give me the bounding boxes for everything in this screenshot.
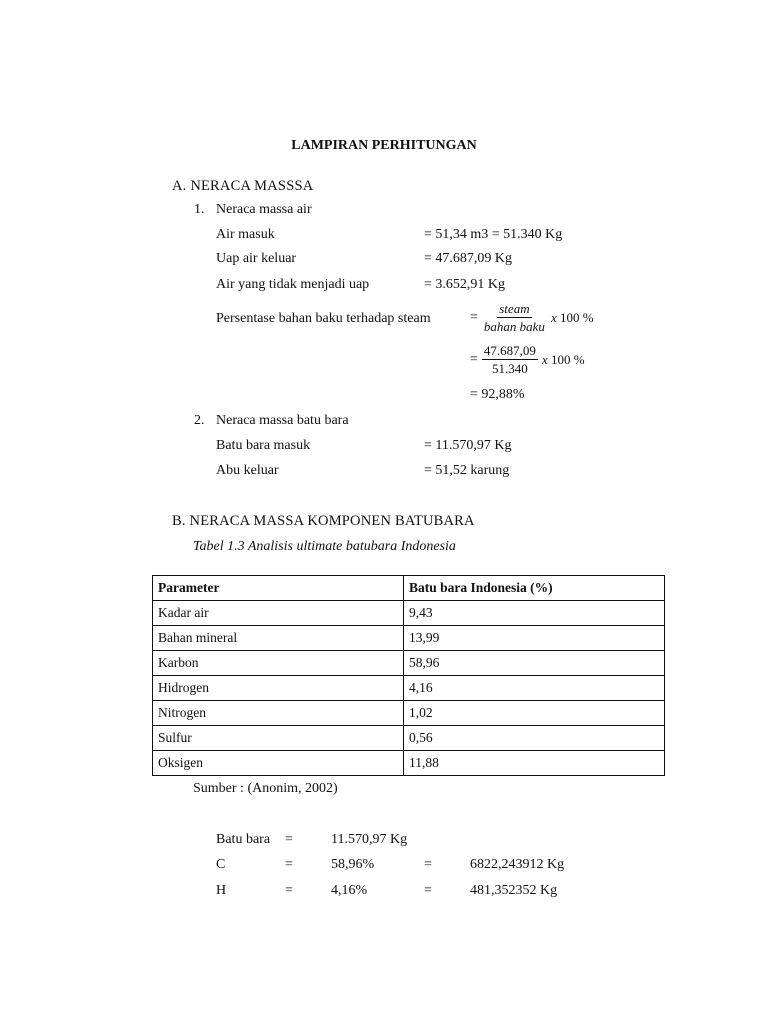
ultimate-analysis-table [152, 575, 665, 776]
uap-air-keluar-label: Uap air keluar [216, 251, 297, 266]
fraction-numerator: steam [499, 301, 530, 316]
calc-equals: = [424, 857, 432, 872]
calc-equals: = [285, 883, 293, 898]
item-2-number: 2. [194, 413, 205, 428]
cell-value: 58,96 [404, 651, 665, 676]
table-source: Sumber : (Anonim, 2002) [193, 781, 338, 796]
fraction-denominator: 51.340 [492, 361, 528, 376]
air-tidak-uap-value: = 3.652,91 Kg [424, 277, 506, 292]
page-title: LAMPIRAN PERHITUNGAN [291, 138, 477, 153]
calc-equals: = [285, 857, 293, 872]
uap-air-keluar-value: = 47.687,09 Kg [424, 251, 513, 266]
times-sign: x [550, 309, 557, 325]
cell-parameter: Sulfur [153, 726, 404, 751]
calc-percent: 4,16% [331, 883, 368, 898]
formula-steam [470, 301, 594, 334]
formula-2-multiplier [542, 352, 585, 368]
cell-parameter: Oksigen [153, 751, 404, 776]
calc-result: 6822,243912 Kg [470, 857, 565, 872]
header-parameter: Parameter [153, 576, 404, 601]
hundred-percent: 100 % [550, 351, 585, 367]
times-sign: x [541, 351, 548, 367]
item-1-number: 1. [194, 202, 205, 217]
air-masuk-value: = 51,34 m3 = 51.340 Kg [424, 227, 563, 242]
formula-2-equals: = [470, 351, 478, 367]
cell-value: 9,43 [404, 601, 665, 626]
table-row [153, 751, 665, 776]
table-header-row [153, 576, 665, 601]
fraction-steam-over-bahan-baku [482, 301, 547, 334]
table-row [153, 651, 665, 676]
cell-value: 1,02 [404, 701, 665, 726]
abu-keluar-value: = 51,52 karung [424, 463, 510, 478]
fraction-numeric [482, 343, 538, 376]
cell-parameter: Karbon [153, 651, 404, 676]
fraction-denominator: bahan baku [483, 319, 545, 334]
batu-bara-masuk-value: = 11.570,97 Kg [424, 438, 512, 453]
air-masuk-label: Air masuk [216, 227, 275, 242]
cell-parameter: Kadar air [153, 601, 404, 626]
table-row [153, 626, 665, 651]
section-a-heading: A. NERACA MASSSA [172, 178, 314, 194]
cell-value: 4,16 [404, 676, 665, 701]
hundred-percent: 100 % [559, 309, 594, 325]
cell-parameter: Hidrogen [153, 676, 404, 701]
formula-1-equals: = [470, 309, 478, 325]
calc-label-batu-bara: Batu bara [216, 832, 271, 847]
table-caption: Tabel 1.3 Analisis ultimate batubara Indonesia [193, 539, 456, 554]
formula-numeric [470, 343, 585, 376]
abu-keluar-label: Abu keluar [216, 463, 279, 478]
cell-value: 0,56 [404, 726, 665, 751]
calc-percent: 58,96% [331, 857, 375, 872]
calc-equals: = [285, 832, 293, 847]
calc-label-c: C [216, 857, 226, 872]
air-tidak-uap-label: Air yang tidak menjadi uap [216, 277, 370, 292]
item-2-text: Neraca massa batu bara [216, 413, 349, 428]
calc-equals: = [424, 883, 432, 898]
cell-parameter: Nitrogen [153, 701, 404, 726]
fraction-numerator: 47.687,09 [483, 343, 536, 358]
batu-bara-masuk-label: Batu bara masuk [216, 438, 311, 453]
cell-value: 13,99 [404, 626, 665, 651]
table-row [153, 676, 665, 701]
cell-parameter: Bahan mineral [153, 626, 404, 651]
calc-result: 481,352352 Kg [470, 883, 558, 898]
percent-result: = 92,88% [470, 387, 525, 402]
cell-value: 11,88 [404, 751, 665, 776]
section-b-heading: B. NERACA MASSA KOMPONEN BATUBARA [172, 513, 475, 529]
table-row [153, 701, 665, 726]
table-row [153, 601, 665, 626]
header-batu-bara-indonesia: Batu bara Indonesia (%) [404, 576, 665, 601]
calc-label-h: H [216, 883, 227, 898]
formula-1-multiplier [551, 310, 594, 326]
table-row [153, 726, 665, 751]
item-1-text: Neraca massa air [216, 202, 312, 217]
percent-label: Persentase bahan baku terhadap steam [216, 311, 431, 326]
calc-value: 11.570,97 Kg [331, 832, 408, 847]
